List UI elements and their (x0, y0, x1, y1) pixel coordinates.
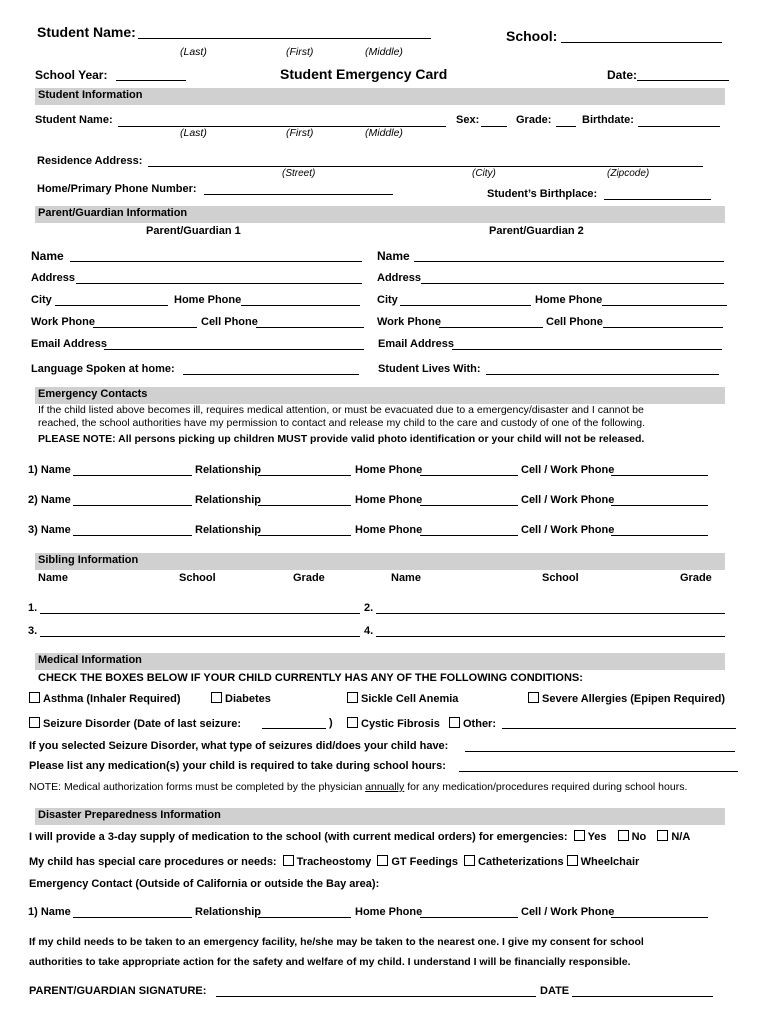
sub-first: (First) (286, 46, 314, 58)
sub-street: (Street) (282, 168, 316, 179)
g2-name-label: Name (377, 249, 410, 263)
oos-name-label: 1) Name (28, 906, 71, 918)
si-birthdate-label: Birthdate: (582, 114, 634, 126)
si-sub-middle: (Middle) (365, 127, 403, 139)
student-info-bar (35, 88, 725, 105)
supply-label: I will provide a 3-day supply of medication to the school (with current medical orders) for emergencies: (29, 831, 568, 843)
sib-1-line[interactable] (40, 613, 360, 614)
student-name-line[interactable] (138, 38, 431, 39)
date-label: Date: (607, 68, 638, 82)
school-year-label: School Year: (35, 68, 108, 82)
supply-no-checkbox[interactable] (618, 830, 629, 841)
school-line[interactable] (561, 42, 722, 43)
si-grade-line[interactable] (556, 126, 576, 127)
signature-date-line[interactable] (572, 996, 713, 997)
si-sex-line[interactable] (481, 126, 507, 127)
sib-col-name-1: Name (38, 572, 68, 584)
sub-middle: (Middle) (365, 46, 403, 58)
seizure-type-line[interactable] (465, 751, 735, 752)
ec3-home-phone-line[interactable] (420, 535, 518, 536)
sib-col-grade-2: Grade (680, 572, 712, 584)
cystic-checkbox[interactable] (347, 717, 358, 728)
ec1-home-phone-line[interactable] (420, 475, 518, 476)
residence-line[interactable] (148, 166, 703, 167)
ec3-name-line[interactable] (73, 535, 192, 536)
oos-cell-line[interactable] (611, 917, 708, 918)
cystic-option[interactable] (347, 717, 440, 730)
asthma-label: Asthma (Inhaler Required) (43, 693, 181, 705)
disaster-bar (35, 808, 725, 825)
g1-cell-phone-line[interactable] (256, 327, 364, 328)
guardian-heading: Parent/Guardian Information (38, 207, 188, 219)
signature-label: PARENT/GUARDIAN SIGNATURE: (29, 985, 207, 997)
supply-na-label: N/A (671, 831, 691, 843)
ec2-relationship-label: Relationship (195, 494, 262, 506)
sib-1-num: 1. (28, 602, 38, 614)
seizure-date-line[interactable] (262, 728, 326, 729)
emergency-note: PLEASE NOTE: All persons picking up children MUST provide valid photo identification or your child will not be released. (38, 433, 645, 445)
residence-label: Residence Address: (37, 155, 143, 167)
oos-contact-label: Emergency Contact (Outside of California or outside the Bay area): (29, 878, 380, 890)
g1-cell-phone-label: Cell Phone (201, 316, 258, 328)
medical-note (29, 781, 687, 793)
seizure-option[interactable] (29, 717, 241, 730)
g2-city-label: City (377, 294, 398, 306)
emergency-text-2: reached, the school authorities have my permission to contact and release my child to the care and custody of one of the following. (38, 417, 646, 429)
g2-home-phone-label: Home Phone (535, 294, 603, 306)
supply-row (29, 830, 690, 843)
g1-name-label: Name (31, 249, 64, 263)
g1-work-phone-line[interactable] (93, 327, 197, 328)
ec3-name-label: 3) Name (28, 524, 71, 536)
school-label: School: (506, 28, 558, 44)
special-row (29, 855, 639, 868)
ec1-home-phone-label: Home Phone (355, 464, 423, 476)
trach-label: Tracheostomy (296, 856, 372, 868)
ec2-home-phone-label: Home Phone (355, 494, 423, 506)
medical-note-post: for any medication/procedures required during school hours. (404, 781, 688, 793)
ec2-relationship-line[interactable] (258, 505, 351, 506)
language-line[interactable] (183, 374, 359, 375)
g2-title: Parent/Guardian 2 (489, 225, 584, 237)
sib-3-line[interactable] (40, 636, 360, 637)
g2-home-phone-line[interactable] (602, 305, 727, 306)
sub-zip: (Zipcode) (607, 168, 650, 179)
si-sex-label: Sex: (456, 114, 480, 126)
medical-instruction: CHECK THE BOXES BELOW IF YOUR CHILD CURRENTLY HAS ANY OF THE FOLLOWING CONDITIONS: (38, 672, 583, 684)
g2-cell-phone-label: Cell Phone (546, 316, 603, 328)
sibling-heading: Sibling Information (38, 554, 139, 566)
ec2-name-label: 2) Name (28, 494, 71, 506)
supply-yes-label: Yes (587, 831, 607, 843)
oos-name-line[interactable] (73, 917, 192, 918)
phone-label: Home/Primary Phone Number: (37, 183, 197, 195)
page-title: Student Emergency Card (280, 66, 448, 82)
school-year-line[interactable] (116, 80, 186, 81)
birthplace-label: Student’s Birthplace: (487, 188, 598, 200)
sib-col-school-1: School (179, 572, 216, 584)
oos-home-phone-line[interactable] (420, 917, 518, 918)
sibling-bar (35, 553, 725, 570)
g2-cell-phone-line[interactable] (603, 327, 723, 328)
sib-4-line[interactable] (376, 636, 725, 637)
medical-note-pre: NOTE: Medical authorization forms must be completed by the physician (29, 781, 366, 793)
ec3-home-phone-label: Home Phone (355, 524, 423, 536)
gt-checkbox[interactable] (377, 855, 388, 866)
sub-last: (Last) (180, 46, 207, 58)
diabetes-option[interactable] (211, 692, 271, 705)
g2-address-label: Address (377, 272, 422, 284)
medical-heading: Medical Information (38, 654, 142, 666)
si-grade-label: Grade: (516, 114, 552, 126)
seizure-close: ) (329, 717, 333, 729)
seizure-checkbox[interactable] (29, 717, 40, 728)
gt-label: GT Feedings (391, 856, 458, 868)
g2-work-phone-line[interactable] (439, 327, 543, 328)
g1-home-phone-line[interactable] (241, 305, 360, 306)
ec1-relationship-line[interactable] (258, 475, 351, 476)
g2-address-line[interactable] (421, 283, 724, 284)
g1-name-line[interactable] (70, 261, 362, 262)
oos-home-phone-label: Home Phone (355, 906, 423, 918)
lives-with-label: Student Lives With: (378, 363, 481, 375)
signature-date-label: DATE (540, 985, 570, 997)
sib-col-school-2: School (542, 572, 579, 584)
ec1-relationship-label: Relationship (195, 464, 262, 476)
g1-email-line[interactable] (104, 349, 364, 350)
signature-line[interactable] (216, 996, 536, 997)
supply-no-label: No (631, 831, 647, 843)
sib-2-line[interactable] (376, 613, 725, 614)
ec2-name-line[interactable] (73, 505, 192, 506)
g1-title: Parent/Guardian 1 (146, 225, 241, 237)
emergency-heading: Emergency Contacts (38, 388, 148, 400)
oos-relationship-label: Relationship (195, 906, 262, 918)
ec3-cell-line[interactable] (611, 535, 708, 536)
asthma-checkbox[interactable] (29, 692, 40, 703)
g2-email-line[interactable] (452, 349, 722, 350)
ec3-relationship-label: Relationship (195, 524, 262, 536)
si-birthdate-line[interactable] (638, 126, 720, 127)
emergency-bar (35, 387, 725, 404)
phone-line[interactable] (204, 194, 393, 195)
ec2-home-phone-line[interactable] (420, 505, 518, 506)
guardian-bar (35, 206, 725, 223)
g1-city-label: City (31, 294, 52, 306)
other-line[interactable] (502, 728, 736, 729)
g1-city-line[interactable] (55, 305, 168, 306)
sib-4-num: 4. (364, 625, 374, 637)
ec2-cell-label: Cell / Work Phone (521, 494, 615, 506)
student-name-label: Student Name: (37, 24, 136, 40)
consent-text-1: If my child needs to be taken to an emergency facility, he/she may be taken to the nearest one. I give my consent for school (29, 936, 644, 948)
g2-city-line[interactable] (400, 305, 531, 306)
g1-address-line[interactable] (76, 283, 362, 284)
other-option[interactable] (449, 717, 496, 730)
student-info-heading: Student Information (38, 89, 143, 101)
sib-2-num: 2. (364, 602, 374, 614)
ec3-cell-label: Cell / Work Phone (521, 524, 615, 536)
consent-text-2: authorities to take appropriate action for the safety and welfare of my child. I understand I will be financially responsible. (29, 956, 631, 968)
other-label: Other: (463, 718, 496, 730)
ec3-relationship-line[interactable] (258, 535, 351, 536)
g1-email-label: Email Address (31, 338, 108, 350)
cath-checkbox[interactable] (464, 855, 475, 866)
medications-label: Please list any medication(s) your child is required to take during school hours: (29, 760, 446, 772)
asthma-option[interactable] (29, 692, 181, 705)
medical-bar (35, 653, 725, 670)
si-sub-last: (Last) (180, 127, 207, 139)
lives-with-line[interactable] (486, 374, 719, 375)
ec2-cell-line[interactable] (611, 505, 708, 506)
oos-relationship-line[interactable] (258, 917, 351, 918)
oos-cell-label: Cell / Work Phone (521, 906, 615, 918)
allergies-checkbox[interactable] (528, 692, 539, 703)
ec1-name-label: 1) Name (28, 464, 71, 476)
sickle-label: Sickle Cell Anemia (361, 693, 459, 705)
trach-checkbox[interactable] (283, 855, 294, 866)
date-line[interactable] (637, 80, 729, 81)
emergency-text-1: If the child listed above becomes ill, requires medical attention, or must be evacuated due to a emergency/disaster and I cannot be (38, 404, 644, 416)
birthplace-line[interactable] (604, 199, 711, 200)
seizure-label: Seizure Disorder (Date of last seizure: (43, 718, 242, 730)
ec1-name-line[interactable] (73, 475, 192, 476)
supply-na-checkbox[interactable] (657, 830, 668, 841)
g2-email-label: Email Address (378, 338, 455, 350)
wheel-label: Wheelchair (580, 856, 640, 868)
sib-3-num: 3. (28, 625, 38, 637)
si-name-label: Student Name: (35, 114, 113, 126)
g1-work-phone-label: Work Phone (31, 316, 95, 328)
g1-address-label: Address (31, 272, 76, 284)
sickle-checkbox[interactable] (347, 692, 358, 703)
medications-line[interactable] (459, 771, 738, 772)
allergies-label: Severe Allergies (Epipen Required) (542, 693, 725, 705)
language-label: Language Spoken at home: (31, 363, 175, 375)
diabetes-checkbox[interactable] (211, 692, 222, 703)
supply-yes-checkbox[interactable] (574, 830, 585, 841)
sub-city: (City) (472, 168, 496, 179)
sickle-option[interactable] (347, 692, 458, 705)
g2-name-line[interactable] (414, 261, 724, 262)
ec1-cell-line[interactable] (611, 475, 708, 476)
disaster-heading: Disaster Preparedness Information (38, 809, 221, 821)
g1-home-phone-label: Home Phone (174, 294, 242, 306)
diabetes-label: Diabetes (225, 693, 271, 705)
medical-note-annually: annually (365, 781, 405, 793)
other-checkbox[interactable] (449, 717, 460, 728)
cystic-label: Cystic Fibrosis (361, 718, 440, 730)
cath-label: Catheterizations (478, 856, 564, 868)
g2-work-phone-label: Work Phone (377, 316, 441, 328)
ec1-cell-label: Cell / Work Phone (521, 464, 615, 476)
sib-col-name-2: Name (391, 572, 421, 584)
allergies-option[interactable] (528, 692, 725, 705)
sib-col-grade-1: Grade (293, 572, 325, 584)
seizure-type-label: If you selected Seizure Disorder, what type of seizures did/does your child have: (29, 740, 449, 752)
si-sub-first: (First) (286, 127, 314, 139)
special-label: My child has special care procedures or needs: (29, 856, 277, 868)
wheel-checkbox[interactable] (567, 855, 578, 866)
